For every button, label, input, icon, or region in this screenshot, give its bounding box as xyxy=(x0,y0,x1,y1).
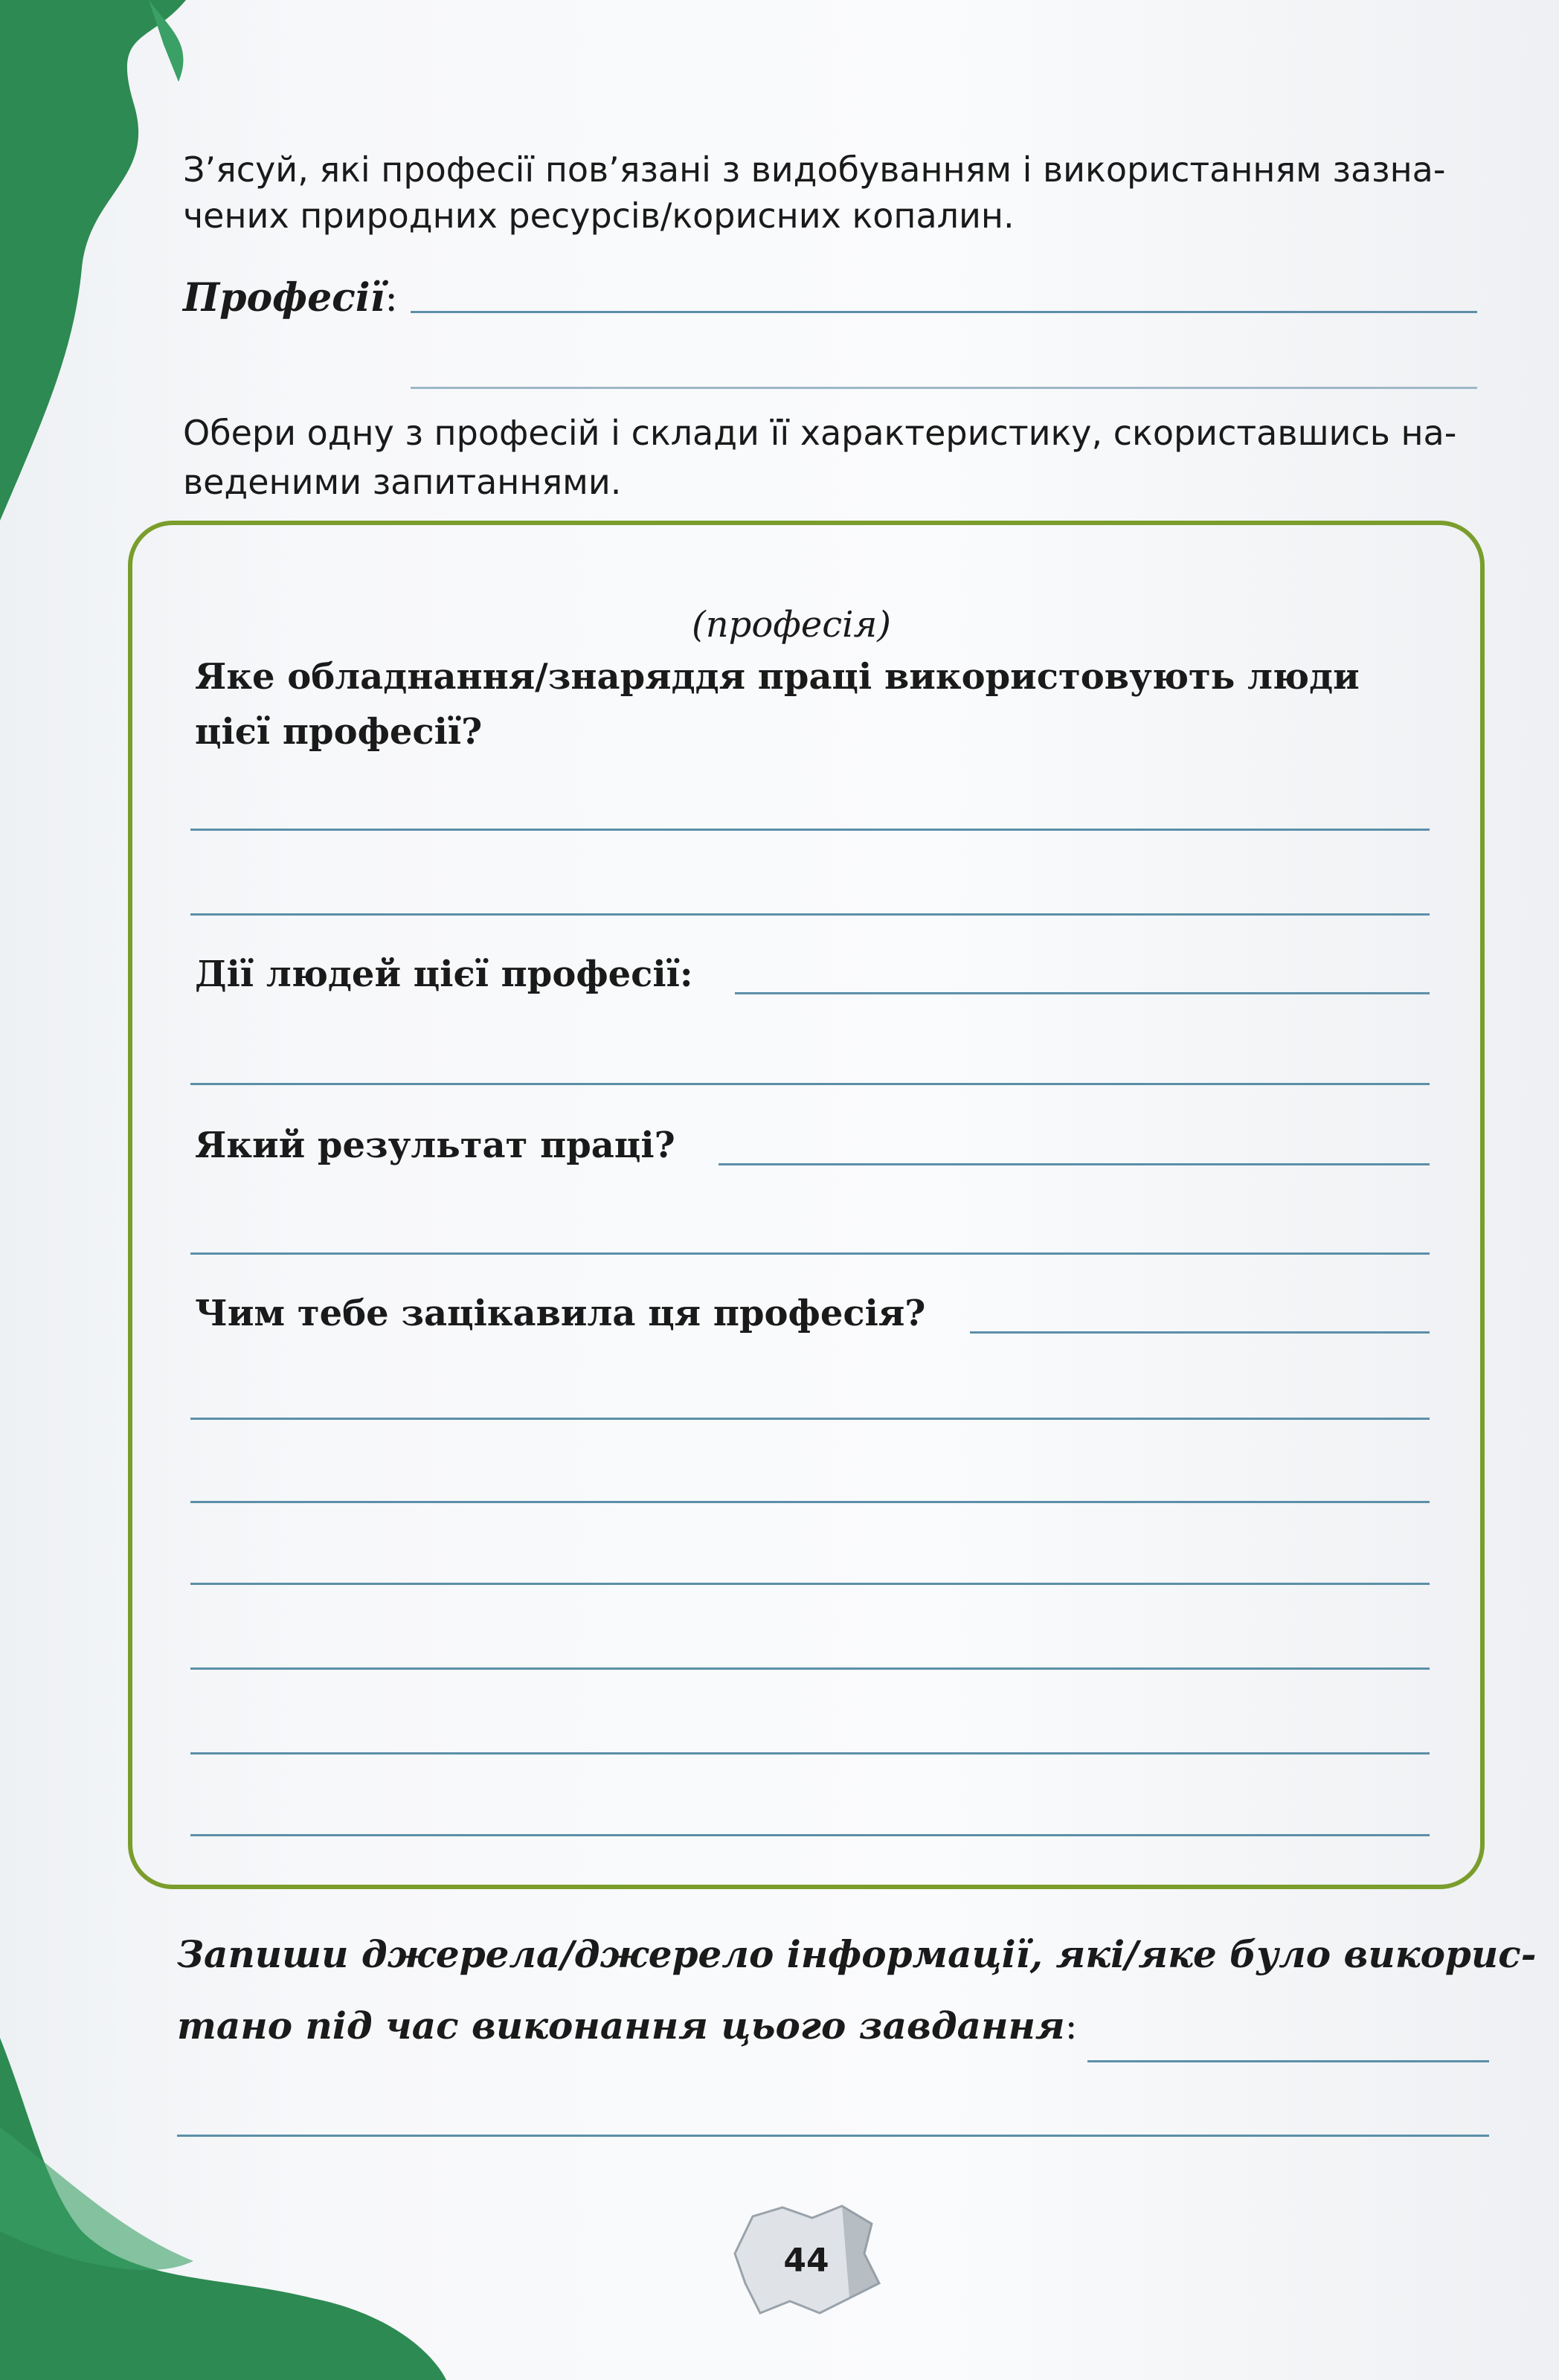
answer-line-actions-2[interactable] xyxy=(190,1083,1430,1085)
answer-line-interest-7[interactable] xyxy=(190,1834,1430,1836)
professions-answer-line-2[interactable] xyxy=(411,387,1477,389)
question-interest: Чим тебе зацікавила ця професія? xyxy=(195,1293,926,1334)
answer-line-interest-2[interactable] xyxy=(190,1418,1430,1420)
intro-text-line-2: чених природних ресурсів/корисних копалин. xyxy=(183,196,1015,236)
sources-text-line-1: Запиши джерела/джерело інформації, які/яке було викорис- xyxy=(177,1932,1537,1976)
question-actions: Дії людей цієї професії: xyxy=(195,953,693,995)
choose-text-line-1: Обери одну з професій і склади її характеристику, скориставшись на- xyxy=(183,413,1457,453)
professions-answer-line[interactable] xyxy=(411,311,1477,313)
question-result: Який результат праці? xyxy=(195,1125,675,1166)
sources-answer-line-2[interactable] xyxy=(177,2135,1489,2137)
answer-line-equipment-1[interactable] xyxy=(190,829,1430,831)
answer-line-interest-6[interactable] xyxy=(190,1752,1430,1755)
question-equipment-line-2: цієї професії? xyxy=(195,711,483,753)
page-number: 44 xyxy=(783,2242,829,2280)
question-equipment-line-1: Яке обладнання/знаряддя праці використовують люди xyxy=(195,656,1360,698)
intro-text-line-1: З’ясуй, які професії пов’язані з видобуванням і використанням зазна- xyxy=(183,149,1446,190)
answer-line-interest-5[interactable] xyxy=(190,1667,1430,1670)
answer-line-result-1[interactable] xyxy=(719,1163,1430,1165)
professions-label: Професії: xyxy=(183,275,398,321)
sources-text-line-2: тано під час виконання цього завдання: xyxy=(177,2004,1078,2048)
answer-line-equipment-2[interactable] xyxy=(190,913,1430,916)
answer-line-result-2[interactable] xyxy=(190,1252,1430,1255)
sources-answer-line-1[interactable] xyxy=(1087,2060,1489,2062)
profession-heading: (професія) xyxy=(692,604,891,646)
corner-decoration-bottom xyxy=(0,2038,461,2380)
answer-line-interest-4[interactable] xyxy=(190,1583,1430,1585)
choose-text-line-2: веденими запитаннями. xyxy=(183,462,622,502)
answer-line-interest-3[interactable] xyxy=(190,1501,1430,1503)
answer-line-actions-1[interactable] xyxy=(735,992,1430,994)
answer-line-interest-1[interactable] xyxy=(970,1331,1430,1334)
